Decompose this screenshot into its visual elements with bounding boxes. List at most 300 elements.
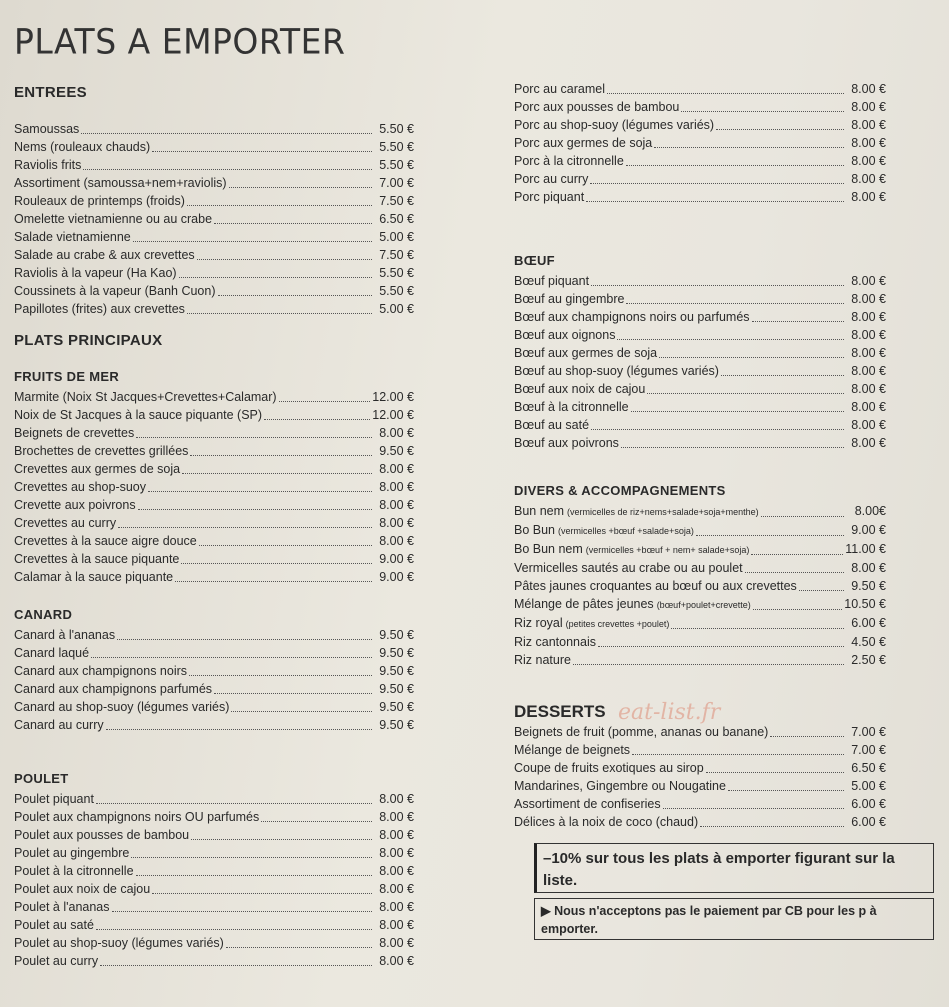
menu-item bbox=[14, 120, 414, 138]
list-poulet bbox=[14, 790, 414, 970]
menu-item-name: Riz nature bbox=[514, 653, 571, 667]
menu-item-price: 7.00 € bbox=[851, 725, 886, 739]
menu-item-price: 8.00 € bbox=[379, 534, 414, 548]
menu-item-name: Bœuf aux champignons noirs ou parfumés bbox=[514, 310, 750, 324]
menu-item bbox=[514, 633, 886, 651]
dotted-leader bbox=[696, 534, 844, 536]
dotted-leader bbox=[626, 302, 844, 304]
menu-item-name: Papillotes (frites) aux crevettes bbox=[14, 302, 185, 316]
menu-item-price: 8.00 € bbox=[379, 936, 414, 950]
dotted-leader bbox=[131, 856, 372, 858]
menu-item-name: Beignets de fruit (pomme, ananas ou banane) bbox=[514, 725, 769, 739]
menu-item bbox=[514, 188, 886, 206]
menu-item bbox=[14, 626, 414, 644]
menu-item-name: Poulet au shop-suoy (légumes variés) bbox=[14, 936, 224, 950]
menu-item-name: Canard au curry bbox=[14, 718, 104, 732]
dotted-leader bbox=[626, 164, 844, 166]
menu-item-price: 8.00 € bbox=[379, 846, 414, 860]
menu-item-name: Riz royal bbox=[514, 616, 563, 630]
menu-item-name: Riz cantonnais bbox=[514, 635, 596, 649]
menu-item-name: Pâtes jaunes croquantes au bœuf ou aux crevettes bbox=[514, 579, 797, 593]
menu-item-price: 8.00 € bbox=[851, 292, 886, 306]
dotted-leader bbox=[761, 515, 844, 517]
menu-item-name: Poulet aux noix de cajou bbox=[14, 882, 151, 896]
menu-item bbox=[14, 192, 414, 210]
menu-item-detail: (vermicelles +bœuf +salade+soja) bbox=[558, 526, 694, 536]
menu-item bbox=[14, 210, 414, 228]
menu-item bbox=[14, 478, 414, 496]
menu-item bbox=[14, 680, 414, 698]
menu-item-price: 5.00 € bbox=[851, 779, 886, 793]
dotted-leader bbox=[573, 663, 844, 665]
menu-item-name: Bœuf au shop-suoy (légumes variés) bbox=[514, 364, 719, 378]
menu-item-price: 6.50 € bbox=[851, 761, 886, 775]
menu-item bbox=[14, 228, 414, 246]
dotted-leader bbox=[632, 753, 844, 755]
menu-item bbox=[514, 416, 886, 434]
dotted-leader bbox=[700, 825, 844, 827]
section-heading-desserts: DESSERTS bbox=[514, 702, 606, 721]
dotted-leader bbox=[96, 928, 372, 930]
menu-item-price: 5.00 € bbox=[379, 302, 414, 316]
menu-item-price: 8.00 € bbox=[379, 498, 414, 512]
menu-item bbox=[514, 308, 886, 326]
menu-item-name: Vermicelles sautés au crabe ou au poulet bbox=[514, 561, 743, 575]
menu-item bbox=[14, 952, 414, 970]
menu-item-price: 8.00 € bbox=[379, 480, 414, 494]
dotted-leader bbox=[591, 428, 844, 430]
menu-item-name: Poulet au gingembre bbox=[14, 846, 130, 860]
dotted-leader bbox=[617, 338, 844, 340]
menu-item-name: Porc au shop-suoy (légumes variés) bbox=[514, 118, 715, 132]
menu-item bbox=[514, 813, 886, 831]
menu-item bbox=[514, 651, 886, 669]
menu-item-price: 9.00 € bbox=[379, 570, 414, 584]
menu-item bbox=[514, 80, 886, 98]
dotted-leader bbox=[190, 454, 372, 456]
menu-item-price: 9.00 € bbox=[851, 523, 886, 537]
menu-item bbox=[14, 808, 414, 826]
menu-item-price: 8.00 € bbox=[379, 810, 414, 824]
menu-item bbox=[514, 380, 886, 398]
menu-item-price: 9.50 € bbox=[379, 682, 414, 696]
menu-item-price: 8.00 € bbox=[379, 828, 414, 842]
section-heading-canard: CANARD bbox=[14, 607, 73, 622]
menu-item bbox=[14, 388, 414, 406]
dotted-leader bbox=[279, 400, 371, 402]
menu-item-price: 8.00 € bbox=[851, 190, 886, 204]
menu-item-name: Mélange de pâtes jeunes bbox=[514, 597, 654, 611]
promo-text: –10% sur tous les plats à emporter figurant sur la liste. bbox=[543, 850, 895, 889]
menu-item-detail: (vermicelles +bœuf + nem+ salade+soja) bbox=[585, 545, 750, 555]
dotted-leader bbox=[659, 356, 844, 358]
menu-item-price: 8.00 € bbox=[851, 154, 886, 168]
menu-item-name: Canard aux champignons parfumés bbox=[14, 682, 213, 696]
menu-item-price: 8.00 € bbox=[851, 328, 886, 342]
dotted-leader bbox=[148, 490, 372, 492]
section-heading-poulet: POULET bbox=[14, 771, 69, 786]
menu-item-name: Poulet aux champignons noirs OU parfumés bbox=[14, 810, 260, 824]
menu-item-name: Salade vietnamienne bbox=[14, 230, 131, 244]
dotted-leader bbox=[728, 789, 844, 791]
menu-item bbox=[514, 326, 886, 344]
menu-item bbox=[14, 644, 414, 662]
menu-item-price: 8.00 € bbox=[379, 792, 414, 806]
menu-item-price: 8.00 € bbox=[851, 561, 886, 575]
menu-item-price: 8.00 € bbox=[379, 882, 414, 896]
menu-item-name: Canard au shop-suoy (légumes variés) bbox=[14, 700, 230, 714]
dotted-leader bbox=[83, 168, 372, 170]
menu-item-price: 7.00 € bbox=[379, 176, 414, 190]
menu-item-name: Bo Bun bbox=[514, 523, 556, 537]
menu-item-name: Porc aux germes de soja bbox=[514, 136, 653, 150]
menu-item bbox=[514, 98, 886, 116]
menu-item-name: Crevette aux poivrons bbox=[14, 498, 136, 512]
menu-item bbox=[514, 272, 886, 290]
menu-item-price: 6.50 € bbox=[379, 212, 414, 226]
promo-box bbox=[534, 843, 934, 893]
dotted-leader bbox=[189, 674, 372, 676]
menu-item-name: Marmite (Noix St Jacques+Crevettes+Calamar) bbox=[14, 390, 277, 404]
menu-item-price: 8.00 € bbox=[851, 400, 886, 414]
menu-item bbox=[14, 138, 414, 156]
menu-item bbox=[14, 406, 414, 424]
dotted-leader bbox=[261, 820, 372, 822]
dotted-leader bbox=[671, 627, 844, 629]
menu-item bbox=[514, 723, 886, 741]
menu-item-price: 8.00 € bbox=[379, 864, 414, 878]
dotted-leader bbox=[181, 562, 372, 564]
menu-item bbox=[14, 568, 414, 586]
dotted-leader bbox=[799, 589, 844, 591]
menu-item-name: Beignets de crevettes bbox=[14, 426, 135, 440]
dotted-leader bbox=[179, 276, 372, 278]
menu-item bbox=[14, 826, 414, 844]
list-desserts bbox=[514, 723, 886, 831]
menu-item bbox=[14, 300, 414, 318]
menu-item bbox=[514, 434, 886, 452]
menu-item-name: Poulet aux pousses de bambou bbox=[14, 828, 190, 842]
dotted-leader bbox=[586, 200, 844, 202]
dotted-leader bbox=[745, 571, 844, 573]
dotted-leader bbox=[138, 508, 372, 510]
menu-item-name: Bœuf à la citronnelle bbox=[514, 400, 629, 414]
menu-item bbox=[14, 424, 414, 442]
menu-item-name: Noix de St Jacques à la sauce piquante (SP) bbox=[14, 408, 263, 422]
menu-item-name: Crevettes à la sauce piquante bbox=[14, 552, 180, 566]
dotted-leader bbox=[191, 838, 372, 840]
notice-text: ▶ Nous n'acceptons pas le paiement par CB pour les p à emporter. bbox=[541, 904, 877, 936]
menu-item-price: 8.00 € bbox=[851, 118, 886, 132]
menu-item-detail: (vermicelles de riz+nems+salade+soja+menthe) bbox=[567, 507, 759, 517]
menu-item-name: Bœuf aux germes de soja bbox=[514, 346, 658, 360]
dotted-leader bbox=[721, 374, 844, 376]
dotted-leader bbox=[716, 128, 844, 130]
menu-item bbox=[514, 502, 886, 521]
menu-item-price: 8.00 € bbox=[851, 436, 886, 450]
menu-item bbox=[14, 264, 414, 282]
dotted-leader bbox=[118, 526, 372, 528]
section-heading-fruits-de-mer: FRUITS DE MER bbox=[14, 369, 120, 384]
menu-item-name: Canard aux champignons noirs bbox=[14, 664, 188, 678]
dotted-leader bbox=[199, 544, 372, 546]
dotted-leader bbox=[106, 728, 372, 730]
menu-item bbox=[14, 282, 414, 300]
menu-item bbox=[14, 550, 414, 568]
dotted-leader bbox=[96, 802, 372, 804]
menu-item-name: Omelette vietnamienne ou au crabe bbox=[14, 212, 213, 226]
dotted-leader bbox=[706, 771, 844, 773]
menu-item-name: Rouleaux de printemps (froids) bbox=[14, 194, 185, 208]
menu-item-price: 8.00 € bbox=[851, 364, 886, 378]
menu-item bbox=[14, 790, 414, 808]
menu-item-price: 9.50 € bbox=[379, 628, 414, 642]
menu-item bbox=[14, 514, 414, 532]
menu-item-name: Mandarines, Gingembre ou Nougatine bbox=[514, 779, 726, 793]
menu-item bbox=[514, 595, 886, 614]
dotted-leader bbox=[214, 222, 372, 224]
menu-item bbox=[14, 460, 414, 478]
dotted-leader bbox=[81, 132, 372, 134]
menu-item-price: 8.00 € bbox=[379, 954, 414, 968]
menu-item-name: Poulet à la citronnelle bbox=[14, 864, 134, 878]
menu-item-price: 7.50 € bbox=[379, 248, 414, 262]
dotted-leader bbox=[591, 284, 844, 286]
menu-item-name: Bœuf au saté bbox=[514, 418, 590, 432]
menu-item bbox=[14, 880, 414, 898]
dotted-leader bbox=[231, 710, 372, 712]
menu-item-name: Porc piquant bbox=[514, 190, 585, 204]
menu-item-name: Canard laqué bbox=[14, 646, 90, 660]
menu-item-price: 8.00 € bbox=[851, 172, 886, 186]
menu-item-name: Porc aux pousses de bambou bbox=[514, 100, 680, 114]
menu-item-name: Délices à la noix de coco (chaud) bbox=[514, 815, 699, 829]
dotted-leader bbox=[175, 580, 372, 582]
menu-item-price: 8.00 € bbox=[851, 82, 886, 96]
menu-item-price: 8.00 € bbox=[379, 516, 414, 530]
menu-item-price: 8.00 € bbox=[851, 100, 886, 114]
menu-item-price: 5.50 € bbox=[379, 266, 414, 280]
menu-item-price: 8.00 € bbox=[851, 418, 886, 432]
menu-item-name: Bœuf aux oignons bbox=[514, 328, 616, 342]
menu-item-name: Crevettes au shop-suoy bbox=[14, 480, 147, 494]
menu-item-price: 8.00 € bbox=[379, 918, 414, 932]
dotted-leader bbox=[663, 807, 844, 809]
dotted-leader bbox=[752, 320, 844, 322]
menu-item bbox=[514, 344, 886, 362]
menu-item bbox=[514, 777, 886, 795]
menu-item-name: Porc au caramel bbox=[514, 82, 606, 96]
menu-item-price: 7.50 € bbox=[379, 194, 414, 208]
menu-item bbox=[514, 540, 886, 559]
menu-item-name: Poulet piquant bbox=[14, 792, 94, 806]
menu-item-price: 5.00 € bbox=[379, 230, 414, 244]
menu-item-price: 11.00 € bbox=[845, 542, 886, 556]
menu-item-price: 8.00 € bbox=[851, 382, 886, 396]
menu-item-name: Bœuf aux noix de cajou bbox=[514, 382, 646, 396]
menu-item-name: Bo Bun nem bbox=[514, 542, 583, 556]
dotted-leader bbox=[136, 874, 372, 876]
menu-item-name: Mélange de beignets bbox=[514, 743, 631, 757]
menu-item-name: Bœuf au gingembre bbox=[514, 292, 625, 306]
watermark: eat-list.fr bbox=[618, 700, 721, 725]
menu-item-name: Poulet à l'ananas bbox=[14, 900, 110, 914]
menu-item-price: 9.50 € bbox=[379, 664, 414, 678]
dotted-leader bbox=[647, 392, 844, 394]
menu-item bbox=[14, 174, 414, 192]
menu-item-price: 4.50 € bbox=[851, 635, 886, 649]
menu-item-name: Assortiment (samoussa+nem+raviolis) bbox=[14, 176, 227, 190]
section-heading-entrees: ENTREES bbox=[14, 84, 87, 101]
menu-item-price: 8.00 € bbox=[851, 274, 886, 288]
menu-item-name: Poulet au curry bbox=[14, 954, 99, 968]
menu-item-name: Brochettes de crevettes grillées bbox=[14, 444, 189, 458]
menu-item bbox=[514, 398, 886, 416]
dotted-leader bbox=[152, 150, 372, 152]
menu-item-name: Poulet au saté bbox=[14, 918, 94, 932]
menu-item-price: 5.50 € bbox=[379, 158, 414, 172]
menu-item bbox=[14, 246, 414, 264]
list-porc bbox=[514, 80, 886, 206]
menu-item-name: Coussinets à la vapeur (Banh Cuon) bbox=[14, 284, 216, 298]
menu-item-price: 7.00 € bbox=[851, 743, 886, 757]
dotted-leader bbox=[770, 735, 844, 737]
menu-item bbox=[514, 290, 886, 308]
menu-item-name: Crevettes à la sauce aigre douce bbox=[14, 534, 197, 548]
dotted-leader bbox=[631, 410, 844, 412]
menu-item-name: Coupe de fruits exotiques au sirop bbox=[514, 761, 704, 775]
dotted-leader bbox=[187, 312, 372, 314]
menu-item-name: Nems (rouleaux chauds) bbox=[14, 140, 151, 154]
dotted-leader bbox=[681, 110, 844, 112]
menu-item-name: Crevettes aux germes de soja bbox=[14, 462, 181, 476]
menu-item-price: 2.50 € bbox=[851, 653, 886, 667]
dotted-leader bbox=[182, 472, 372, 474]
menu-item bbox=[514, 116, 886, 134]
menu-item-name: Samoussas bbox=[14, 122, 80, 136]
menu-item-price: 10.50 € bbox=[844, 597, 886, 611]
menu-item-name: Raviolis frits bbox=[14, 158, 82, 172]
menu-item-price: 12.00 € bbox=[372, 408, 414, 422]
menu-item-name: Porc à la citronnelle bbox=[514, 154, 624, 168]
menu-item-price: 9.00 € bbox=[379, 552, 414, 566]
menu-item bbox=[14, 916, 414, 934]
menu-item-price: 12.00 € bbox=[372, 390, 414, 404]
menu-item bbox=[14, 716, 414, 734]
dotted-leader bbox=[607, 92, 844, 94]
dotted-leader bbox=[229, 186, 372, 188]
menu-item bbox=[14, 532, 414, 550]
dotted-leader bbox=[112, 910, 372, 912]
dotted-leader bbox=[590, 182, 844, 184]
menu-item bbox=[514, 741, 886, 759]
menu-item-name: Bœuf piquant bbox=[514, 274, 590, 288]
menu-item-price: 9.50 € bbox=[379, 444, 414, 458]
menu-item-price: 8.00 € bbox=[851, 136, 886, 150]
menu-item bbox=[14, 698, 414, 716]
dotted-leader bbox=[197, 258, 372, 260]
list-canard bbox=[14, 626, 414, 734]
menu-item bbox=[514, 134, 886, 152]
menu-item-price: 8.00€ bbox=[854, 504, 886, 518]
dotted-leader bbox=[100, 964, 372, 966]
menu-title: PLATS A EMPORTER bbox=[14, 21, 346, 62]
menu-item-name: Salade au crabe & aux crevettes bbox=[14, 248, 195, 262]
dotted-leader bbox=[117, 638, 372, 640]
menu-item-price: 8.00 € bbox=[379, 462, 414, 476]
menu-item bbox=[514, 759, 886, 777]
dotted-leader bbox=[751, 553, 843, 555]
section-heading-boeuf: BŒUF bbox=[514, 253, 555, 268]
menu-item-price: 9.50 € bbox=[379, 700, 414, 714]
dotted-leader bbox=[598, 645, 844, 647]
dotted-leader bbox=[187, 204, 372, 206]
list-boeuf bbox=[514, 272, 886, 452]
dotted-leader bbox=[753, 608, 843, 610]
menu-item-price: 9.50 € bbox=[379, 646, 414, 660]
dotted-leader bbox=[226, 946, 372, 948]
dotted-leader bbox=[654, 146, 844, 148]
menu-item-name: Raviolis à la vapeur (Ha Kao) bbox=[14, 266, 177, 280]
menu-item bbox=[14, 442, 414, 460]
menu-item-detail: (petites crevettes +poulet) bbox=[565, 619, 670, 629]
menu-item-price: 8.00 € bbox=[851, 310, 886, 324]
menu-item-price: 5.50 € bbox=[379, 284, 414, 298]
menu-item bbox=[514, 152, 886, 170]
menu-item-price: 8.00 € bbox=[379, 900, 414, 914]
dotted-leader bbox=[136, 436, 372, 438]
menu-item bbox=[514, 170, 886, 188]
list-divers bbox=[514, 502, 886, 669]
left-column bbox=[14, 84, 414, 970]
menu-item bbox=[14, 496, 414, 514]
menu-item bbox=[514, 795, 886, 813]
dotted-leader bbox=[218, 294, 372, 296]
menu-item bbox=[514, 559, 886, 577]
dotted-leader bbox=[133, 240, 372, 242]
dotted-leader bbox=[621, 446, 844, 448]
menu-item-price: 6.00 € bbox=[851, 797, 886, 811]
menu-item-name: Canard à l'ananas bbox=[14, 628, 116, 642]
list-fruits-de-mer bbox=[14, 388, 414, 586]
dotted-leader bbox=[91, 656, 372, 658]
menu-item bbox=[14, 662, 414, 680]
menu-item bbox=[14, 898, 414, 916]
menu-item-price: 5.50 € bbox=[379, 122, 414, 136]
menu-item bbox=[14, 934, 414, 952]
menu-item-price: 6.00 € bbox=[851, 616, 886, 630]
menu-item-name: Calamar à la sauce piquante bbox=[14, 570, 174, 584]
menu-item bbox=[14, 844, 414, 862]
list-entrees bbox=[14, 120, 414, 318]
menu-item bbox=[514, 577, 886, 595]
menu-item-name: Bun nem bbox=[514, 504, 565, 518]
menu-item bbox=[14, 862, 414, 880]
menu-item-name: Bœuf aux poivrons bbox=[514, 436, 619, 450]
menu-item-price: 8.00 € bbox=[851, 346, 886, 360]
menu-item-price: 9.50 € bbox=[379, 718, 414, 732]
menu-item bbox=[14, 156, 414, 174]
menu-item bbox=[514, 614, 886, 633]
menu-item-price: 8.00 € bbox=[379, 426, 414, 440]
menu-item bbox=[514, 362, 886, 380]
menu-item-name: Crevettes au curry bbox=[14, 516, 117, 530]
menu-item-name: Porc au curry bbox=[514, 172, 589, 186]
dotted-leader bbox=[264, 418, 370, 420]
notice-box bbox=[534, 898, 934, 940]
menu-item-name: Assortiment de confiseries bbox=[514, 797, 661, 811]
dotted-leader bbox=[152, 892, 372, 894]
